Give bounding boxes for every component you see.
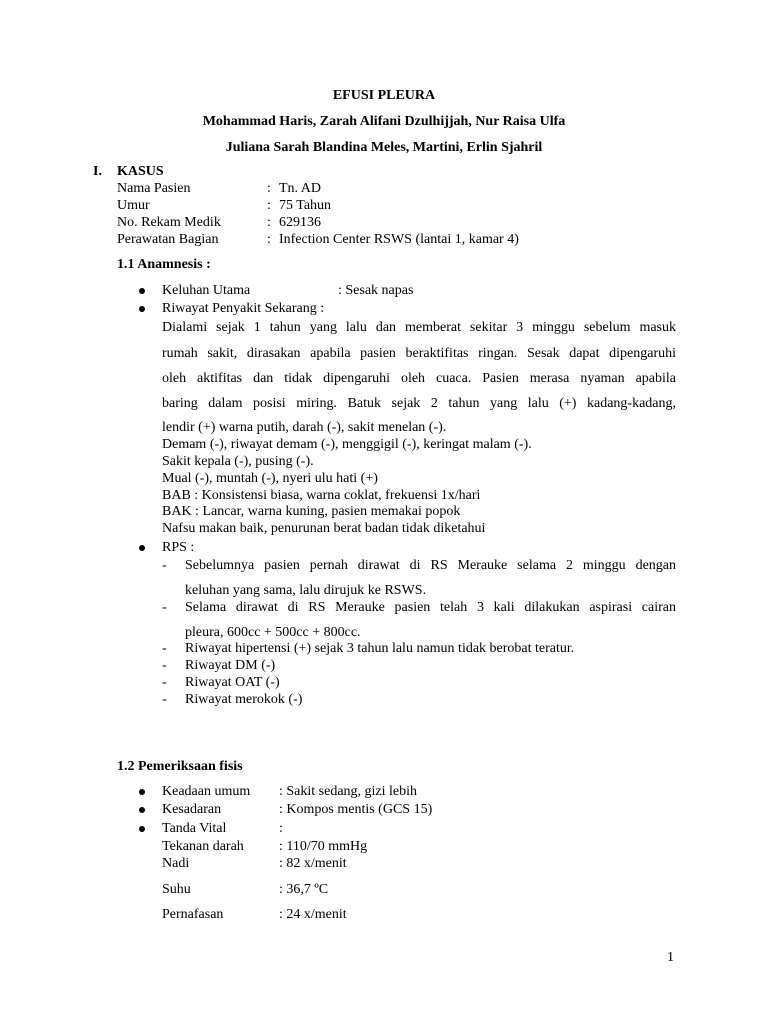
- bullet-icon: [139, 545, 145, 551]
- fisis-heading: 1.2 Pemeriksaan fisis: [117, 759, 243, 774]
- patient-value: Tn. AD: [279, 181, 321, 196]
- paragraph-line: lendir (+) warna putih, darah (-), sakit menelan (-).: [162, 420, 447, 435]
- patient-sep: :: [267, 215, 271, 230]
- authors-line-1: Mohammad Haris, Zarah Alifani Dzulhijjah, Nur Raisa Ulfa: [202, 114, 566, 129]
- rpd-label: RPS :: [162, 540, 195, 555]
- rpd-item: Riwayat merokok (-): [185, 692, 303, 707]
- paragraph-line: rumah sakit, dirasakan apabila pasien beraktifitas ringan. Sesak dapat dipengaruhi: [162, 346, 676, 361]
- rpd-item-line: Selama dirawat di RS Merauke pasien telah 3 kali dilakukan aspirasi cairan: [185, 600, 676, 615]
- dash-marker: -: [162, 658, 167, 673]
- vital-label: Pernafasan: [162, 907, 224, 922]
- detail-line: BAB : Konsistensi biasa, warna coklat, frekuensi 1x/hari: [162, 488, 481, 503]
- bullet-icon: [139, 789, 145, 795]
- patient-label: Perawatan Bagian: [117, 232, 219, 247]
- patient-label: Nama Pasien: [117, 181, 191, 196]
- paragraph-line: Dialami sejak 1 tahun yang lalu dan memberat sekitar 3 minggu sebelum masuk: [162, 320, 676, 335]
- section-number: I.: [93, 164, 102, 179]
- dash-marker: -: [162, 600, 167, 615]
- dash-marker: -: [162, 641, 167, 656]
- patient-value: 75 Tahun: [279, 198, 332, 213]
- section-heading: KASUS: [117, 164, 164, 179]
- patient-sep: :: [267, 232, 271, 247]
- rpd-item-line: pleura, 600cc + 500cc + 800cc.: [185, 625, 361, 640]
- bullet-icon: [139, 306, 145, 312]
- dash-marker: -: [162, 558, 167, 573]
- detail-line: Nafsu makan baik, penurunan berat badan tidak diketahui: [162, 521, 486, 536]
- vital-value: : 110/70 mmHg: [279, 839, 368, 854]
- authors-line-2: Juliana Sarah Blandina Meles, Martini, Erlin Sjahril: [225, 140, 543, 155]
- patient-label: Umur: [117, 198, 150, 213]
- fisis-label: Tanda Vital: [162, 821, 227, 836]
- fisis-label: Kesadaran: [162, 802, 222, 817]
- rpd-item-line: Sebelumnya pasien pernah dirawat di RS Merauke selama 2 minggu dengan: [185, 558, 676, 573]
- bullet-icon: [139, 826, 145, 832]
- rps-label: Riwayat Penyakit Sekarang :: [162, 301, 325, 316]
- fisis-value: :: [279, 821, 283, 836]
- dash-marker: -: [162, 675, 167, 690]
- rpd-item-line: keluhan yang sama, lalu dirujuk ke RSWS.: [185, 583, 427, 598]
- paragraph-line: oleh aktifitas dan tidak dipengaruhi oleh cuaca. Pasien merasa nyaman apabila: [162, 371, 676, 386]
- patient-label: No. Rekam Medik: [117, 215, 221, 230]
- fisis-value: : Sakit sedang, gizi lebih: [279, 784, 418, 799]
- vital-label: Nadi: [162, 856, 190, 871]
- detail-line: Sakit kepala (-), pusing (-).: [162, 454, 314, 469]
- document-title: EFUSI PLEURA: [332, 88, 436, 103]
- anamnesis-heading: 1.1 Anamnesis :: [117, 257, 211, 272]
- vital-label: Suhu: [162, 882, 191, 897]
- rpd-item: Riwayat hipertensi (+) sejak 3 tahun lalu namun tidak berobat teratur.: [185, 641, 575, 656]
- keluhan-label: Keluhan Utama: [162, 283, 251, 298]
- patient-value: Infection Center RSWS (lantai 1, kamar 4): [279, 232, 519, 247]
- rpd-item: Riwayat DM (-): [185, 658, 276, 673]
- vital-value: : 36,7 ºC: [279, 882, 329, 897]
- keluhan-value: : Sesak napas: [338, 283, 414, 298]
- vital-label: Tekanan darah: [162, 839, 244, 854]
- rpd-item: Riwayat OAT (-): [185, 675, 280, 690]
- bullet-icon: [139, 288, 145, 294]
- vital-value: : 82 x/menit: [279, 856, 347, 871]
- detail-line: Mual (-), muntah (-), nyeri ulu hati (+): [162, 471, 378, 486]
- fisis-label: Keadaan umum: [162, 784, 251, 799]
- bullet-icon: [139, 807, 145, 813]
- page-number: 1: [667, 950, 674, 965]
- vital-value: : 24 x/menit: [279, 907, 347, 922]
- paragraph-line: baring dalam posisi miring. Batuk sejak 2 tahun yang lalu (+) kadang-kadang,: [162, 396, 676, 411]
- fisis-value: : Kompos mentis (GCS 15): [279, 802, 433, 817]
- patient-sep: :: [267, 181, 271, 196]
- patient-value: 629136: [279, 215, 321, 230]
- detail-line: BAK : Lancar, warna kuning, pasien memakai popok: [162, 504, 461, 519]
- dash-marker: -: [162, 692, 167, 707]
- detail-line: Demam (-), riwayat demam (-), menggigil (-), keringat malam (-).: [162, 437, 532, 452]
- patient-sep: :: [267, 198, 271, 213]
